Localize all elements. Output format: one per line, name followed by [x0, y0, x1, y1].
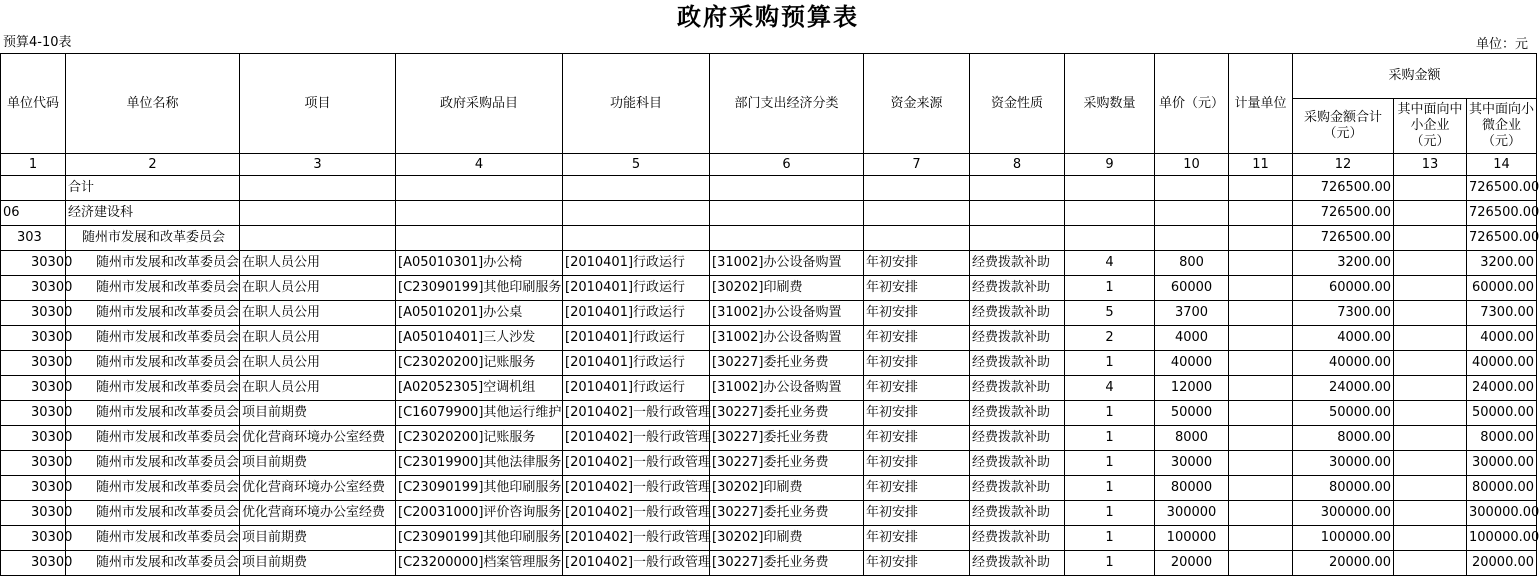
- economic-cell: [31002]办公设备购置: [710, 326, 864, 351]
- fund-source-cell: 年初安排: [864, 476, 970, 501]
- unit-price-cell: 20000: [1155, 551, 1229, 576]
- table-row: [1, 351, 1537, 376]
- unit-name-cell: 经济建设科: [66, 201, 240, 226]
- economic-cell: [30202]印刷费: [710, 526, 864, 551]
- unit-name-cell: 随州市发展和改革委员会: [66, 401, 240, 426]
- unit-price-cell: 60000: [1155, 276, 1229, 301]
- unit-name-cell: 随州市发展和改革委员会: [66, 526, 240, 551]
- column-number: 7: [864, 154, 970, 176]
- header-amount-micro: 其中面向小微企业（元）: [1467, 99, 1537, 154]
- table-row: [1, 526, 1537, 551]
- amount-micro-cell: 50000.00: [1467, 401, 1537, 426]
- table-body: [1, 176, 1537, 576]
- amount-micro-cell: 7300.00: [1467, 301, 1537, 326]
- economic-cell: [30227]委托业务费: [710, 351, 864, 376]
- empty-cell: [1155, 176, 1229, 201]
- economic-cell: [30227]委托业务费: [710, 401, 864, 426]
- unit-name-cell: 随州市发展和改革委员会: [66, 426, 240, 451]
- header-unit-name: 单位名称: [66, 54, 240, 154]
- unit-name-cell: 随州市发展和改革委员会: [66, 451, 240, 476]
- unit-name-cell: 随州市发展和改革委员会: [66, 501, 240, 526]
- amount-total-cell: 24000.00: [1293, 376, 1394, 401]
- fund-nature-cell: 经费拨款补助: [970, 526, 1065, 551]
- header-amount-sme: 其中面向中小企业（元）: [1394, 99, 1467, 154]
- economic-cell: [30227]委托业务费: [710, 426, 864, 451]
- catalog-cell: [A05010201]办公桌: [396, 301, 563, 326]
- amount-sme-cell: [1394, 501, 1467, 526]
- unit-code-cell: 30300: [1, 326, 66, 351]
- project-cell: 项目前期费: [240, 551, 396, 576]
- measure-unit-cell: [1229, 551, 1293, 576]
- catalog-cell: [C20031000]评价咨询服务: [396, 501, 563, 526]
- function-cell: [2010402]一般行政管理: [563, 551, 710, 576]
- amount-sme-cell: [1394, 426, 1467, 451]
- unit-price-cell: 3700: [1155, 301, 1229, 326]
- economic-cell: [30227]委托业务费: [710, 551, 864, 576]
- unit-name-cell: 随州市发展和改革委员会: [66, 301, 240, 326]
- function-cell: [2010401]行政运行: [563, 351, 710, 376]
- function-cell: [2010402]一般行政管理: [563, 426, 710, 451]
- catalog-cell: [C23020200]记账服务: [396, 351, 563, 376]
- table-row: [1, 551, 1537, 576]
- fund-nature-cell: 经费拨款补助: [970, 376, 1065, 401]
- amount-micro-cell: 20000.00: [1467, 551, 1537, 576]
- empty-cell: [1229, 226, 1293, 251]
- fund-source-cell: 年初安排: [864, 376, 970, 401]
- empty-cell: [970, 176, 1065, 201]
- header-quantity: 采购数量: [1065, 54, 1155, 154]
- summary-row: [1, 176, 1537, 201]
- header-amount-total: 采购金额合计（元）: [1293, 99, 1394, 154]
- project-cell: 项目前期费: [240, 401, 396, 426]
- function-cell: [2010402]一般行政管理: [563, 476, 710, 501]
- quantity-cell: 1: [1065, 451, 1155, 476]
- unit-code-cell: 30300: [1, 501, 66, 526]
- budget-table: [0, 53, 1537, 576]
- unit-price-cell: 80000: [1155, 476, 1229, 501]
- quantity-cell: 4: [1065, 251, 1155, 276]
- amount-micro-cell: 40000.00: [1467, 351, 1537, 376]
- unit-name-cell: 随州市发展和改革委员会: [66, 551, 240, 576]
- unit-code-cell: 06: [1, 201, 66, 226]
- summary-row: [1, 201, 1537, 226]
- unit-price-cell: 30000: [1155, 451, 1229, 476]
- catalog-cell: [C23090199]其他印刷服务: [396, 276, 563, 301]
- fund-nature-cell: 经费拨款补助: [970, 326, 1065, 351]
- fund-nature-cell: 经费拨款补助: [970, 276, 1065, 301]
- quantity-cell: 5: [1065, 301, 1155, 326]
- column-number: 14: [1467, 154, 1537, 176]
- empty-cell: [396, 176, 563, 201]
- unit-code-cell: 30300: [1, 426, 66, 451]
- header-economic: 部门支出经济分类: [710, 54, 864, 154]
- catalog-cell: [C23090199]其他印刷服务: [396, 526, 563, 551]
- unit-code-cell: 30300: [1, 401, 66, 426]
- catalog-cell: [C23020200]记账服务: [396, 426, 563, 451]
- table-row: [1, 476, 1537, 501]
- column-number: 5: [563, 154, 710, 176]
- column-number: 6: [710, 154, 864, 176]
- amount-sme-cell: [1394, 326, 1467, 351]
- function-cell: [2010401]行政运行: [563, 251, 710, 276]
- fund-nature-cell: 经费拨款补助: [970, 501, 1065, 526]
- header-amount-group: 采购金额: [1293, 54, 1537, 99]
- amount-total-cell: 7300.00: [1293, 301, 1394, 326]
- quantity-cell: 4: [1065, 376, 1155, 401]
- project-cell: 优化营商环境办公室经费: [240, 426, 396, 451]
- amount-sme-cell: [1394, 301, 1467, 326]
- amount-total-cell: 726500.00: [1293, 226, 1394, 251]
- header-unit-code: 单位代码: [1, 54, 66, 154]
- function-cell: [2010401]行政运行: [563, 376, 710, 401]
- table-row: [1, 326, 1537, 351]
- empty-cell: [1229, 201, 1293, 226]
- amount-micro-cell: 300000.00: [1467, 501, 1537, 526]
- unit-price-cell: 100000: [1155, 526, 1229, 551]
- header-row: [1, 54, 1537, 99]
- table-row: [1, 501, 1537, 526]
- empty-cell: [1155, 226, 1229, 251]
- empty-cell: [240, 176, 396, 201]
- summary-row: [1, 226, 1537, 251]
- quantity-cell: 1: [1065, 551, 1155, 576]
- unit-code-cell: 30300: [1, 276, 66, 301]
- quantity-cell: 1: [1065, 526, 1155, 551]
- table-row: [1, 251, 1537, 276]
- fund-source-cell: 年初安排: [864, 301, 970, 326]
- unit-code-cell: 30300: [1, 351, 66, 376]
- measure-unit-cell: [1229, 251, 1293, 276]
- amount-sme-cell: [1394, 251, 1467, 276]
- header-unit-price: 单价（元）: [1155, 54, 1229, 154]
- fund-source-cell: 年初安排: [864, 451, 970, 476]
- catalog-cell: [C16079900]其他运行维护: [396, 401, 563, 426]
- amount-total-cell: 4000.00: [1293, 326, 1394, 351]
- empty-cell: [563, 226, 710, 251]
- fund-source-cell: 年初安排: [864, 326, 970, 351]
- fund-source-cell: 年初安排: [864, 351, 970, 376]
- amount-micro-cell: 80000.00: [1467, 476, 1537, 501]
- amount-sme-cell: [1394, 376, 1467, 401]
- catalog-cell: [A05010401]三人沙发: [396, 326, 563, 351]
- amount-micro-cell: 726500.00: [1467, 201, 1537, 226]
- catalog-cell: [C23090199]其他印刷服务: [396, 476, 563, 501]
- amount-micro-cell: 3200.00: [1467, 251, 1537, 276]
- economic-cell: [31002]办公设备购置: [710, 376, 864, 401]
- header-function: 功能科目: [563, 54, 710, 154]
- empty-cell: [563, 201, 710, 226]
- table-code: 预算4-10表: [3, 35, 72, 50]
- amount-total-cell: 726500.00: [1293, 176, 1394, 201]
- economic-cell: [31002]办公设备购置: [710, 251, 864, 276]
- amount-sme-cell: [1394, 401, 1467, 426]
- project-cell: 在职人员公用: [240, 301, 396, 326]
- amount-total-cell: 20000.00: [1293, 551, 1394, 576]
- measure-unit-cell: [1229, 351, 1293, 376]
- quantity-cell: 1: [1065, 501, 1155, 526]
- fund-nature-cell: 经费拨款补助: [970, 301, 1065, 326]
- fund-source-cell: 年初安排: [864, 551, 970, 576]
- fund-nature-cell: 经费拨款补助: [970, 251, 1065, 276]
- column-number: 13: [1394, 154, 1467, 176]
- catalog-cell: [A02052305]空调机组: [396, 376, 563, 401]
- fund-source-cell: 年初安排: [864, 401, 970, 426]
- catalog-cell: [C23019900]其他法律服务: [396, 451, 563, 476]
- unit-name-cell: 随州市发展和改革委员会: [66, 351, 240, 376]
- header-fund-source: 资金来源: [864, 54, 970, 154]
- unit-price-cell: 4000: [1155, 326, 1229, 351]
- fund-nature-cell: 经费拨款补助: [970, 451, 1065, 476]
- empty-cell: [1065, 176, 1155, 201]
- unit-code-cell: 30300: [1, 301, 66, 326]
- empty-cell: [240, 201, 396, 226]
- amount-total-cell: 60000.00: [1293, 276, 1394, 301]
- unit-price-cell: 50000: [1155, 401, 1229, 426]
- table-row: [1, 376, 1537, 401]
- empty-cell: [1155, 201, 1229, 226]
- catalog-cell: [A05010301]办公椅: [396, 251, 563, 276]
- header-measure-unit: 计量单位: [1229, 54, 1293, 154]
- empty-cell: [1229, 176, 1293, 201]
- column-number: 9: [1065, 154, 1155, 176]
- quantity-cell: 1: [1065, 426, 1155, 451]
- table-row: [1, 276, 1537, 301]
- measure-unit-cell: [1229, 501, 1293, 526]
- table-row: [1, 301, 1537, 326]
- unit-name-cell: 随州市发展和改革委员会: [66, 226, 240, 251]
- measure-unit-cell: [1229, 301, 1293, 326]
- fund-nature-cell: 经费拨款补助: [970, 351, 1065, 376]
- amount-sme-cell: [1394, 226, 1467, 251]
- function-cell: [2010401]行政运行: [563, 301, 710, 326]
- amount-sme-cell: [1394, 551, 1467, 576]
- measure-unit-cell: [1229, 401, 1293, 426]
- unit-code-cell: [1, 176, 66, 201]
- quantity-cell: 1: [1065, 401, 1155, 426]
- amount-micro-cell: 24000.00: [1467, 376, 1537, 401]
- amount-total-cell: 8000.00: [1293, 426, 1394, 451]
- unit-code-cell: 303: [1, 226, 66, 251]
- measure-unit-cell: [1229, 476, 1293, 501]
- project-cell: 在职人员公用: [240, 326, 396, 351]
- unit-price-cell: 8000: [1155, 426, 1229, 451]
- economic-cell: [30227]委托业务费: [710, 451, 864, 476]
- amount-sme-cell: [1394, 526, 1467, 551]
- column-number: 4: [396, 154, 563, 176]
- column-number: 3: [240, 154, 396, 176]
- unit-name-cell: 合计: [66, 176, 240, 201]
- unit-code-cell: 30300: [1, 476, 66, 501]
- empty-cell: [710, 176, 864, 201]
- unit-name-cell: 随州市发展和改革委员会: [66, 326, 240, 351]
- table-row: [1, 401, 1537, 426]
- amount-micro-cell: 100000.00: [1467, 526, 1537, 551]
- amount-micro-cell: 726500.00: [1467, 226, 1537, 251]
- economic-cell: [30202]印刷费: [710, 476, 864, 501]
- unit-name-cell: 随州市发展和改革委员会: [66, 476, 240, 501]
- project-cell: 项目前期费: [240, 451, 396, 476]
- fund-nature-cell: 经费拨款补助: [970, 426, 1065, 451]
- empty-cell: [864, 176, 970, 201]
- measure-unit-cell: [1229, 426, 1293, 451]
- project-cell: 在职人员公用: [240, 351, 396, 376]
- fund-source-cell: 年初安排: [864, 526, 970, 551]
- amount-sme-cell: [1394, 351, 1467, 376]
- empty-cell: [563, 176, 710, 201]
- unit-code-cell: 30300: [1, 376, 66, 401]
- amount-sme-cell: [1394, 176, 1467, 201]
- amount-sme-cell: [1394, 276, 1467, 301]
- table-row: [1, 426, 1537, 451]
- empty-cell: [864, 201, 970, 226]
- amount-sme-cell: [1394, 476, 1467, 501]
- header-project: 项目: [240, 54, 396, 154]
- catalog-cell: [C23200000]档案管理服务: [396, 551, 563, 576]
- fund-source-cell: 年初安排: [864, 251, 970, 276]
- column-number: 12: [1293, 154, 1394, 176]
- amount-total-cell: 100000.00: [1293, 526, 1394, 551]
- amount-micro-cell: 8000.00: [1467, 426, 1537, 451]
- unit-name-cell: 随州市发展和改革委员会: [66, 376, 240, 401]
- amount-total-cell: 80000.00: [1293, 476, 1394, 501]
- economic-cell: [30227]委托业务费: [710, 501, 864, 526]
- measure-unit-cell: [1229, 376, 1293, 401]
- project-cell: 在职人员公用: [240, 251, 396, 276]
- quantity-cell: 1: [1065, 276, 1155, 301]
- empty-cell: [1065, 226, 1155, 251]
- measure-unit-cell: [1229, 276, 1293, 301]
- quantity-cell: 1: [1065, 476, 1155, 501]
- unit-price-cell: 300000: [1155, 501, 1229, 526]
- column-number: 8: [970, 154, 1065, 176]
- quantity-cell: 2: [1065, 326, 1155, 351]
- amount-total-cell: 50000.00: [1293, 401, 1394, 426]
- project-cell: 优化营商环境办公室经费: [240, 501, 396, 526]
- unit-code-cell: 30300: [1, 451, 66, 476]
- quantity-cell: 1: [1065, 351, 1155, 376]
- column-number: 1: [1, 154, 66, 176]
- amount-sme-cell: [1394, 201, 1467, 226]
- empty-cell: [970, 201, 1065, 226]
- column-number-row: [1, 154, 1537, 176]
- column-number: 2: [66, 154, 240, 176]
- unit-code-cell: 30300: [1, 251, 66, 276]
- function-cell: [2010402]一般行政管理: [563, 401, 710, 426]
- fund-source-cell: 年初安排: [864, 276, 970, 301]
- measure-unit-cell: [1229, 451, 1293, 476]
- function-cell: [2010402]一般行政管理: [563, 526, 710, 551]
- measure-unit-cell: [1229, 326, 1293, 351]
- empty-cell: [970, 226, 1065, 251]
- amount-micro-cell: 60000.00: [1467, 276, 1537, 301]
- function-cell: [2010402]一般行政管理: [563, 451, 710, 476]
- amount-total-cell: 300000.00: [1293, 501, 1394, 526]
- project-cell: 在职人员公用: [240, 376, 396, 401]
- empty-cell: [1065, 201, 1155, 226]
- fund-nature-cell: 经费拨款补助: [970, 551, 1065, 576]
- unit-note: 单位：元: [1475, 37, 1528, 52]
- empty-cell: [396, 226, 563, 251]
- page-title: 政府采购预算表: [677, 3, 859, 31]
- amount-micro-cell: 30000.00: [1467, 451, 1537, 476]
- fund-source-cell: 年初安排: [864, 501, 970, 526]
- amount-sme-cell: [1394, 451, 1467, 476]
- column-number: 11: [1229, 154, 1293, 176]
- fund-nature-cell: 经费拨款补助: [970, 401, 1065, 426]
- empty-cell: [710, 226, 864, 251]
- function-cell: [2010401]行政运行: [563, 276, 710, 301]
- column-number: 10: [1155, 154, 1229, 176]
- empty-cell: [240, 226, 396, 251]
- empty-cell: [710, 201, 864, 226]
- fund-nature-cell: 经费拨款补助: [970, 476, 1065, 501]
- header-fund-nature: 资金性质: [970, 54, 1065, 154]
- measure-unit-cell: [1229, 526, 1293, 551]
- amount-total-cell: 40000.00: [1293, 351, 1394, 376]
- header-catalog: 政府采购品目: [396, 54, 563, 154]
- unit-price-cell: 40000: [1155, 351, 1229, 376]
- empty-cell: [864, 226, 970, 251]
- economic-cell: [30202]印刷费: [710, 276, 864, 301]
- amount-micro-cell: 726500.00: [1467, 176, 1537, 201]
- amount-total-cell: 30000.00: [1293, 451, 1394, 476]
- unit-price-cell: 12000: [1155, 376, 1229, 401]
- amount-micro-cell: 4000.00: [1467, 326, 1537, 351]
- amount-total-cell: 726500.00: [1293, 201, 1394, 226]
- economic-cell: [31002]办公设备购置: [710, 301, 864, 326]
- project-cell: 在职人员公用: [240, 276, 396, 301]
- function-cell: [2010401]行政运行: [563, 326, 710, 351]
- unit-price-cell: 800: [1155, 251, 1229, 276]
- function-cell: [2010402]一般行政管理: [563, 501, 710, 526]
- project-cell: 优化营商环境办公室经费: [240, 476, 396, 501]
- amount-total-cell: 3200.00: [1293, 251, 1394, 276]
- empty-cell: [396, 201, 563, 226]
- fund-source-cell: 年初安排: [864, 426, 970, 451]
- unit-code-cell: 30300: [1, 526, 66, 551]
- unit-name-cell: 随州市发展和改革委员会: [66, 251, 240, 276]
- unit-name-cell: 随州市发展和改革委员会: [66, 276, 240, 301]
- unit-code-cell: 30300: [1, 551, 66, 576]
- project-cell: 项目前期费: [240, 526, 396, 551]
- table-row: [1, 451, 1537, 476]
